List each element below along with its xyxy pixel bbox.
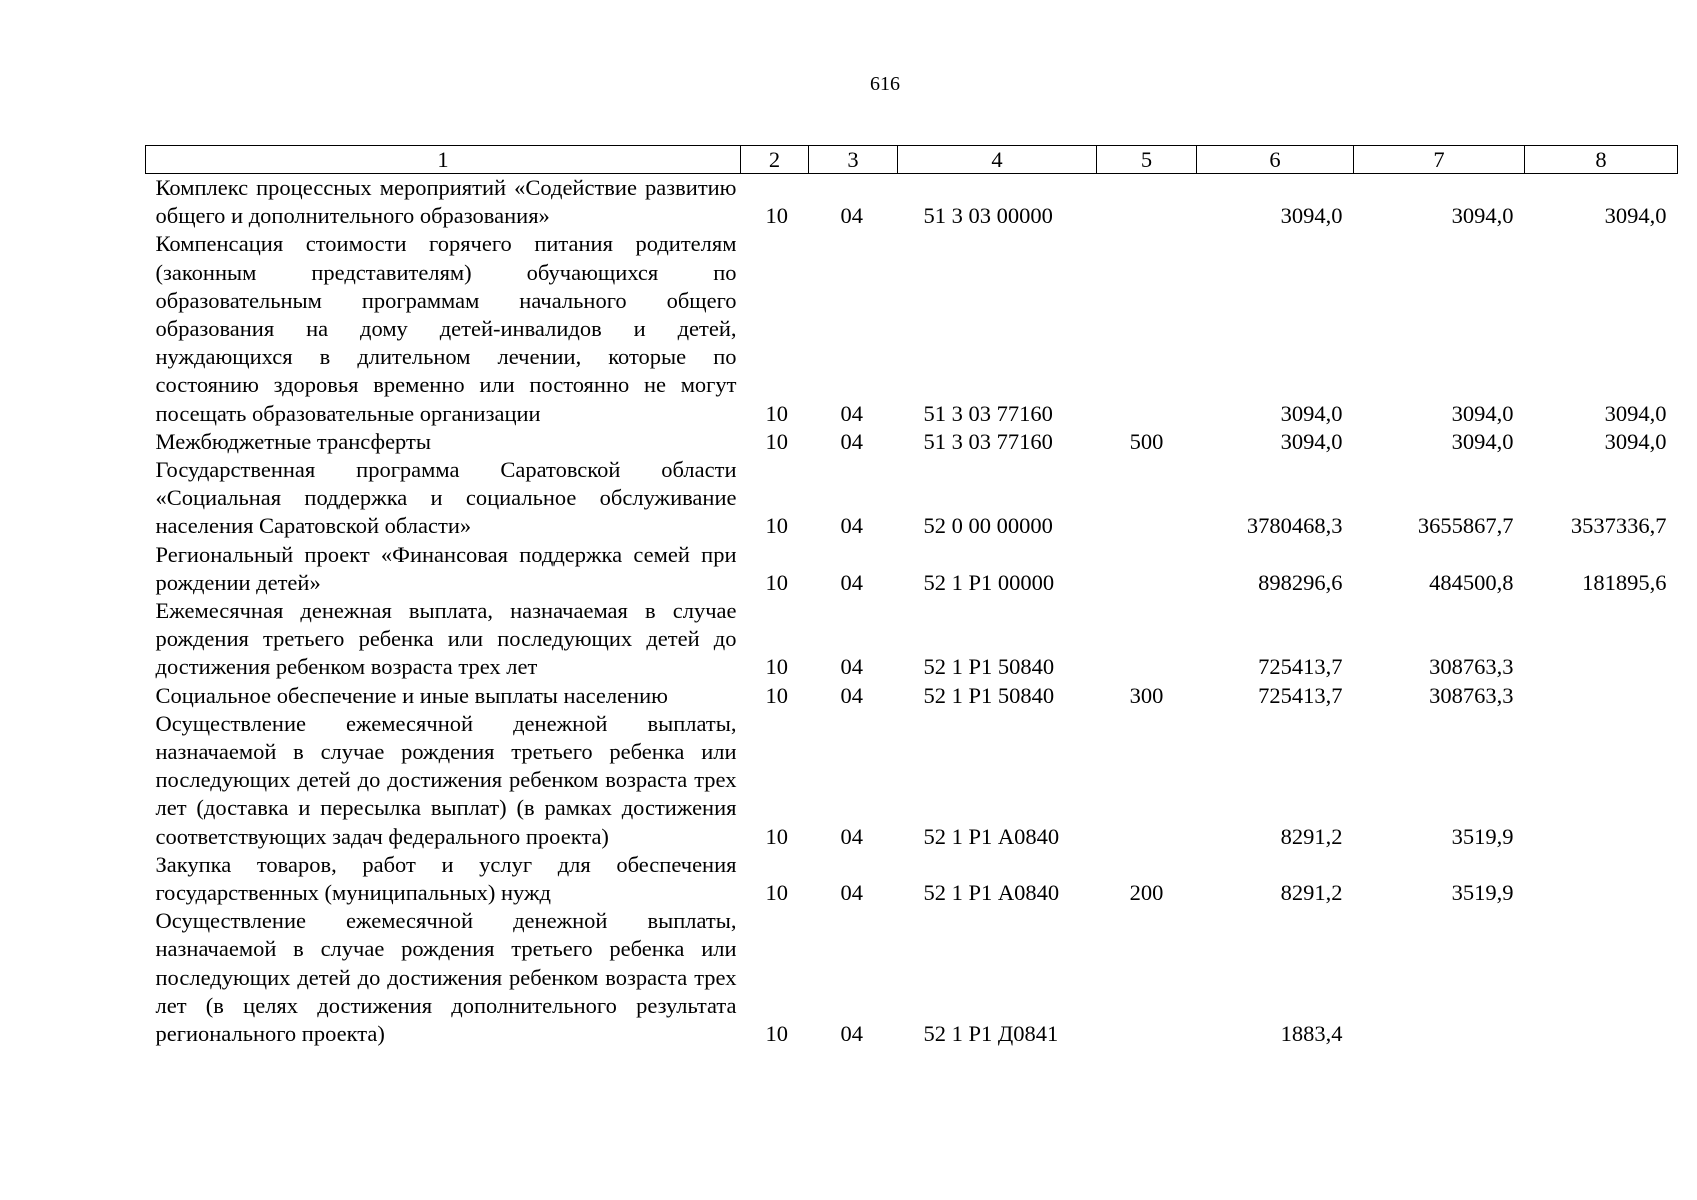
row-subsection: 04 xyxy=(840,569,863,595)
row-amount-8: 3094,0 xyxy=(1604,400,1667,426)
row-expense-type xyxy=(1097,456,1197,541)
table-row xyxy=(146,682,1678,710)
row-target-code: 52 1 Р1 00000 xyxy=(923,569,1055,595)
row-expense-type: 500 xyxy=(1129,428,1164,454)
header-row xyxy=(146,146,1678,174)
row-expense-type xyxy=(1097,597,1197,682)
header-cell-1: 1 xyxy=(146,146,741,174)
row-amount-8: 3094,0 xyxy=(1604,428,1667,454)
row-name: Ежемесячная денежная выплата, назначаемая в случае рождения третьего ребенка или последующих детей до достижения ребенком возраста трех лет xyxy=(155,598,737,680)
row-expense-type xyxy=(1097,907,1197,1048)
row-expense-type xyxy=(1097,710,1197,851)
row-name: Межбюджетные трансферты xyxy=(155,428,431,454)
table-row xyxy=(146,851,1678,907)
row-amount-7: 3519,9 xyxy=(1451,880,1514,906)
row-amount-6: 725413,7 xyxy=(1258,682,1343,708)
table-header xyxy=(146,146,1678,174)
table-body xyxy=(146,174,1678,1049)
row-amount-7: 308763,3 xyxy=(1429,654,1514,680)
row-subsection: 04 xyxy=(840,682,863,708)
budget-table xyxy=(145,145,1678,1048)
row-section: 10 xyxy=(765,823,788,849)
row-amount-6: 725413,7 xyxy=(1258,654,1343,680)
row-amount-8: 181895,6 xyxy=(1582,569,1667,595)
row-section: 10 xyxy=(765,654,788,680)
row-expense-type: 200 xyxy=(1129,880,1164,906)
row-amount-8 xyxy=(1525,907,1678,1048)
row-amount-7: 3519,9 xyxy=(1451,823,1514,849)
row-amount-8: 3094,0 xyxy=(1604,203,1667,229)
header-cell-6: 6 xyxy=(1197,146,1354,174)
row-name: Осуществление ежемесячной денежной выплаты, назначаемой в случае рождения третьего ребенка или последующих детей до достижения ребенком возраста трех лет (в целях достижения дополнительного результата регионального проекта) xyxy=(155,908,737,1047)
row-amount-6: 1883,4 xyxy=(1280,1021,1343,1047)
row-subsection: 04 xyxy=(840,428,863,454)
row-target-code: 52 1 Р1 50840 xyxy=(923,682,1055,708)
header-cell-5: 5 xyxy=(1097,146,1197,174)
row-amount-7: 308763,3 xyxy=(1429,682,1514,708)
row-subsection: 04 xyxy=(840,203,863,229)
row-subsection: 04 xyxy=(840,513,863,539)
row-section: 10 xyxy=(765,682,788,708)
row-amount-6: 8291,2 xyxy=(1280,880,1343,906)
row-target-code: 51 3 03 00000 xyxy=(923,203,1053,229)
row-section: 10 xyxy=(765,203,788,229)
page-number: 616 xyxy=(870,73,900,95)
row-section: 10 xyxy=(765,880,788,906)
table-row xyxy=(146,428,1678,456)
row-target-code: 52 1 Р1 50840 xyxy=(923,654,1055,680)
row-target-code: 52 0 00 00000 xyxy=(923,513,1053,539)
table-row xyxy=(146,456,1678,541)
row-amount-6: 3094,0 xyxy=(1280,400,1343,426)
row-subsection: 04 xyxy=(840,880,863,906)
row-target-code: 51 3 03 77160 xyxy=(923,400,1053,426)
row-amount-6: 898296,6 xyxy=(1258,569,1343,595)
row-section: 10 xyxy=(765,400,788,426)
header-cell-2: 2 xyxy=(741,146,809,174)
row-amount-6: 3094,0 xyxy=(1280,203,1343,229)
row-name: Компенсация стоимости горячего питания родителям (законным представителям) обучающихся по образовательным программам начального общего образования на дому детей-инвалидов и детей, нуждающихся в длительном лечении, которые по состоянию здоровья временно или постоянно не могут посещать образовательные организации xyxy=(155,231,737,426)
table-row xyxy=(146,541,1678,597)
row-name: Социальное обеспечение и иные выплаты населению xyxy=(155,682,668,708)
header-cell-8: 8 xyxy=(1525,146,1678,174)
header-cell-3: 3 xyxy=(809,146,898,174)
table-row xyxy=(146,907,1678,1048)
row-target-code: 52 1 Р1 А0840 xyxy=(923,823,1060,849)
row-amount-7: 3094,0 xyxy=(1451,428,1514,454)
header-cell-4: 4 xyxy=(898,146,1097,174)
table-row xyxy=(146,230,1678,427)
row-amount-7: 3094,0 xyxy=(1451,400,1514,426)
row-name: Государственная программа Саратовской области «Социальная поддержка и социальное обслуживание населения Саратовской области» xyxy=(155,457,737,539)
row-amount-8 xyxy=(1525,682,1678,710)
table-row xyxy=(146,174,1678,231)
row-amount-8 xyxy=(1525,597,1678,682)
row-expense-type xyxy=(1097,174,1197,231)
row-amount-8 xyxy=(1525,710,1678,851)
row-section: 10 xyxy=(765,569,788,595)
row-amount-6: 3094,0 xyxy=(1280,428,1343,454)
row-target-code: 52 1 Р1 А0840 xyxy=(923,880,1060,906)
row-name: Осуществление ежемесячной денежной выплаты, назначаемой в случае рождения третьего ребенка или последующих детей до достижения ребенком возраста трех лет (доставка и пересылка выплат) (в рамках достижения соответствующих задач федерального проекта) xyxy=(155,710,737,849)
row-subsection: 04 xyxy=(840,654,863,680)
row-target-code: 52 1 Р1 Д0841 xyxy=(923,1021,1059,1047)
row-section: 10 xyxy=(765,513,788,539)
row-subsection: 04 xyxy=(840,823,863,849)
row-amount-6: 8291,2 xyxy=(1280,823,1343,849)
row-name: Региональный проект «Финансовая поддержка семей при рождении детей» xyxy=(155,541,737,595)
table-row xyxy=(146,597,1678,682)
table-row xyxy=(146,710,1678,851)
row-expense-type xyxy=(1097,541,1197,597)
row-name: Комплекс процессных мероприятий «Содействие развитию общего и дополнительного образования» xyxy=(155,175,737,229)
row-expense-type xyxy=(1097,230,1197,427)
row-subsection: 04 xyxy=(840,400,863,426)
row-section: 10 xyxy=(765,1021,788,1047)
row-expense-type: 300 xyxy=(1129,682,1164,708)
row-target-code: 51 3 03 77160 xyxy=(923,428,1053,454)
row-subsection: 04 xyxy=(840,1021,863,1047)
row-amount-7: 484500,8 xyxy=(1429,569,1514,595)
row-amount-8 xyxy=(1525,851,1678,907)
row-amount-8: 3537336,7 xyxy=(1570,513,1667,539)
row-name: Закупка товаров, работ и услуг для обеспечения государственных (муниципальных) нужд xyxy=(155,851,737,906)
row-section: 10 xyxy=(765,428,788,454)
row-amount-7: 3655867,7 xyxy=(1417,513,1514,539)
row-amount-6: 3780468,3 xyxy=(1246,513,1343,539)
header-cell-7: 7 xyxy=(1354,146,1525,174)
row-amount-7 xyxy=(1354,907,1525,1048)
row-amount-7: 3094,0 xyxy=(1451,203,1514,229)
